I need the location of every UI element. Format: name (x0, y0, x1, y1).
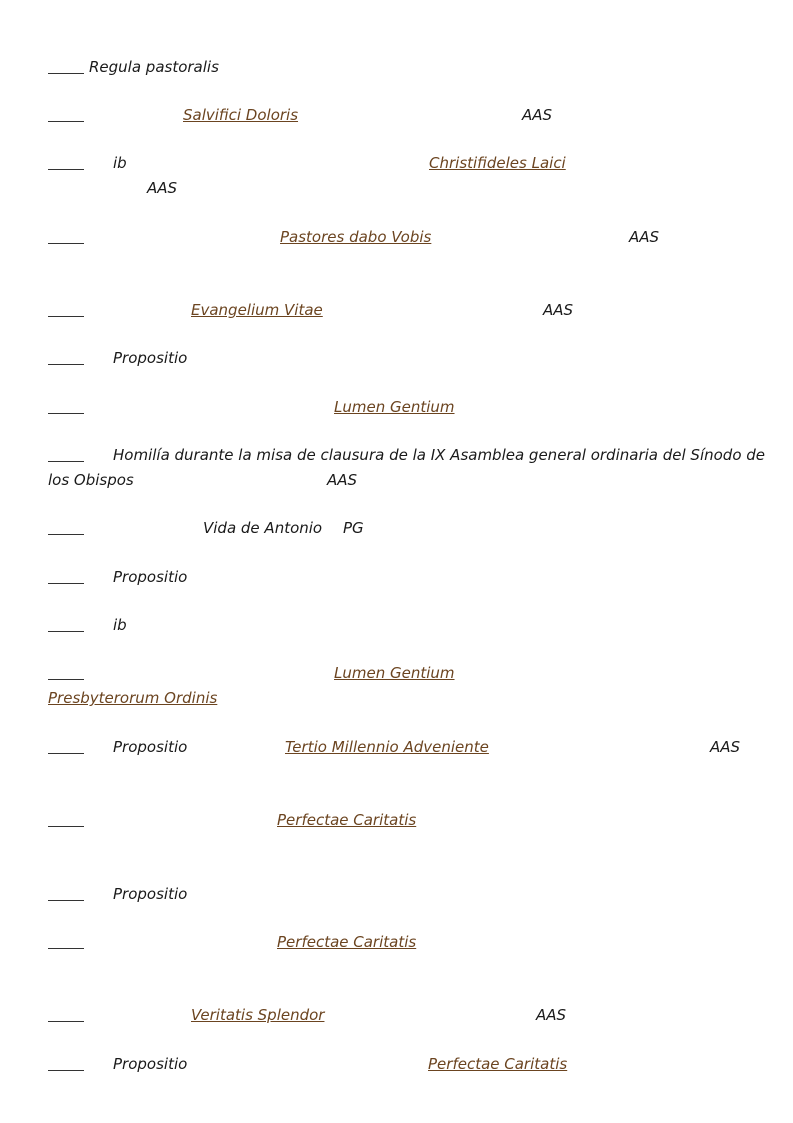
footnote-14 (48, 811, 745, 831)
footnote-marker (48, 753, 84, 754)
footnote-13 (48, 738, 745, 758)
citation-link[interactable]: Perfectae Caritatis (428, 1055, 568, 1073)
footnote-marker (48, 534, 84, 535)
citation-link[interactable]: Perfectae Caritatis (277, 811, 417, 829)
footnote-text: AAS (522, 106, 553, 124)
footnote-marker (48, 631, 84, 632)
footnote-12-continuation (48, 689, 745, 709)
footnote-10 (48, 568, 745, 588)
footnote-text: AAS (536, 1006, 567, 1024)
footnote-text: Propositio (113, 349, 188, 367)
footnote-text: AAS (629, 228, 660, 246)
footnote-marker (48, 948, 84, 949)
citation-link[interactable]: Lumen Gentium (334, 664, 455, 682)
citation-link[interactable]: Tertio Millennio Adveniente (285, 738, 489, 756)
footnote-6 (48, 349, 745, 369)
footnote-text: AAS (327, 471, 358, 489)
footnote-marker (48, 583, 84, 584)
footnote-8-continuation (48, 471, 745, 491)
footnote-15 (48, 885, 745, 905)
footnote-marker (48, 1070, 84, 1071)
footnote-16 (48, 933, 745, 953)
footnote-4 (48, 228, 745, 248)
footnote-2 (48, 106, 745, 126)
footnote-marker (48, 316, 84, 317)
citation-link[interactable]: Lumen Gentium (334, 398, 455, 416)
footnote-marker (48, 1021, 84, 1022)
footnote-12 (48, 664, 745, 684)
footnote-9 (48, 519, 745, 539)
footnote-marker (48, 73, 84, 74)
footnote-text: Propositio (113, 568, 188, 586)
footnote-marker (48, 826, 84, 827)
footnote-7 (48, 398, 745, 418)
citation-link[interactable]: Perfectae Caritatis (277, 933, 417, 951)
footnote-marker (48, 461, 84, 462)
footnote-text: los Obispos (48, 471, 134, 489)
footnote-marker (48, 169, 84, 170)
footnote-marker (48, 900, 84, 901)
footnote-text: Homilía durante la misa de clausura de la IX Asamblea general ordinaria del Sínodo de (113, 446, 766, 464)
citation-link[interactable]: Veritatis Splendor (191, 1006, 325, 1024)
footnote-text: Regula pastoralis (89, 58, 219, 76)
footnote-11 (48, 616, 745, 636)
citation-link[interactable]: Presbyterorum Ordinis (48, 689, 218, 707)
footnote-18 (48, 1055, 745, 1075)
footnote-text: Propositio (113, 1055, 188, 1073)
footnote-marker (48, 679, 84, 680)
footnote-3 (48, 154, 745, 174)
citation-link[interactable]: Christifideles Laici (429, 154, 566, 172)
footnote-text: Vida de Antonio (203, 519, 323, 537)
footnote-1 (48, 58, 745, 78)
footnote-marker (48, 413, 84, 414)
footnote-text: AAS (543, 301, 574, 319)
footnote-17 (48, 1006, 745, 1026)
footnote-text: Propositio (113, 738, 188, 756)
footnote-8 (48, 446, 766, 466)
footnote-5 (48, 301, 745, 321)
citation-link[interactable]: Evangelium Vitae (191, 301, 323, 319)
footnote-marker (48, 364, 84, 365)
footnote-text: PG (343, 519, 364, 537)
footnote-marker (48, 243, 84, 244)
footnote-text: ib (113, 616, 127, 634)
citation-link[interactable]: Pastores dabo Vobis (280, 228, 432, 246)
footnote-text: AAS (147, 179, 178, 197)
footnote-text: AAS (710, 738, 741, 756)
footnote-marker (48, 121, 84, 122)
footnote-text: ib (113, 154, 127, 172)
footnote-text: Propositio (113, 885, 188, 903)
citation-link[interactable]: Salvifici Doloris (183, 106, 299, 124)
footnote-3-continuation (48, 179, 745, 199)
